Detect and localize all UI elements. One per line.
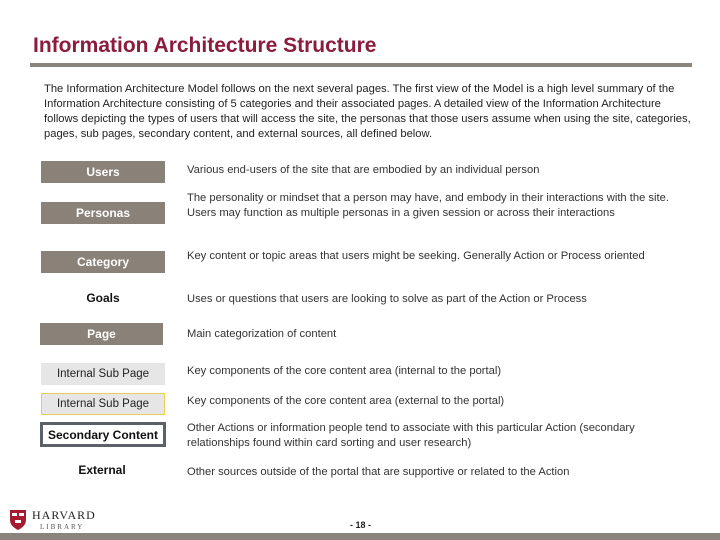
legend-page-desc: Main categorization of content bbox=[187, 328, 337, 340]
legend-internal-sub-page: Internal Sub Page bbox=[41, 363, 165, 385]
legend-personas-desc: The personality or mindset that a person may have, and embody in their interactions with the site. Users may function as multiple personas in a given session or across their interactions bbox=[187, 192, 669, 219]
legend-external-sub-page-desc: Key components of the core content area (external to the portal) bbox=[187, 395, 505, 407]
shield-icon bbox=[10, 510, 26, 530]
legend-goals: Goals bbox=[86, 291, 120, 305]
legend-personas: Personas bbox=[41, 202, 165, 224]
legend-page: Page bbox=[40, 323, 163, 345]
legend-internal-sub-page-desc: Key components of the core content area (internal to the portal) bbox=[187, 365, 502, 377]
legend-secondary-content: Secondary Content bbox=[40, 422, 166, 447]
legend-external: External bbox=[78, 463, 126, 477]
logo-name: HARVARD bbox=[32, 508, 96, 522]
legend-users-desc: Various end-users of the site that are embodied by an individual person bbox=[187, 164, 540, 176]
legend-goals-desc: Uses or questions that users are looking to solve as part of the Action or Process bbox=[187, 293, 587, 305]
legend-category-desc: Key content or topic areas that users might be seeking. Generally Action or Process oriented bbox=[187, 250, 645, 262]
legend-external-sub-page: Internal Sub Page bbox=[41, 393, 165, 415]
title-divider bbox=[30, 63, 692, 67]
legend-category: Category bbox=[41, 251, 165, 273]
page-title: Information Architecture Structure bbox=[33, 34, 377, 57]
legend-secondary-content-desc: Other Actions or information people tend to associate with this particular Action (secondary relationships found within card sorting and user research) bbox=[187, 422, 635, 449]
legend-external-desc: Other sources outside of the portal that are supportive or related to the Action bbox=[187, 466, 570, 478]
legend-users: Users bbox=[41, 161, 165, 183]
logo-sub: LIBRARY bbox=[40, 523, 85, 531]
intro-paragraph: The Information Architecture Model follows on the next several pages. The first view of the Model is a high level summary of the Information Architecture consisting of 5 categories and their associated pages. A detailed view of the Information Architecture follows depicting the types of users that will access the site, the personas that those users assume when using the site, categories, pages, sub pages, secondary content, and external sources, all defined below. bbox=[44, 83, 691, 140]
harvard-library-logo bbox=[10, 508, 96, 531]
footer-bar bbox=[0, 533, 720, 540]
page-number: - 18 - bbox=[350, 520, 372, 530]
